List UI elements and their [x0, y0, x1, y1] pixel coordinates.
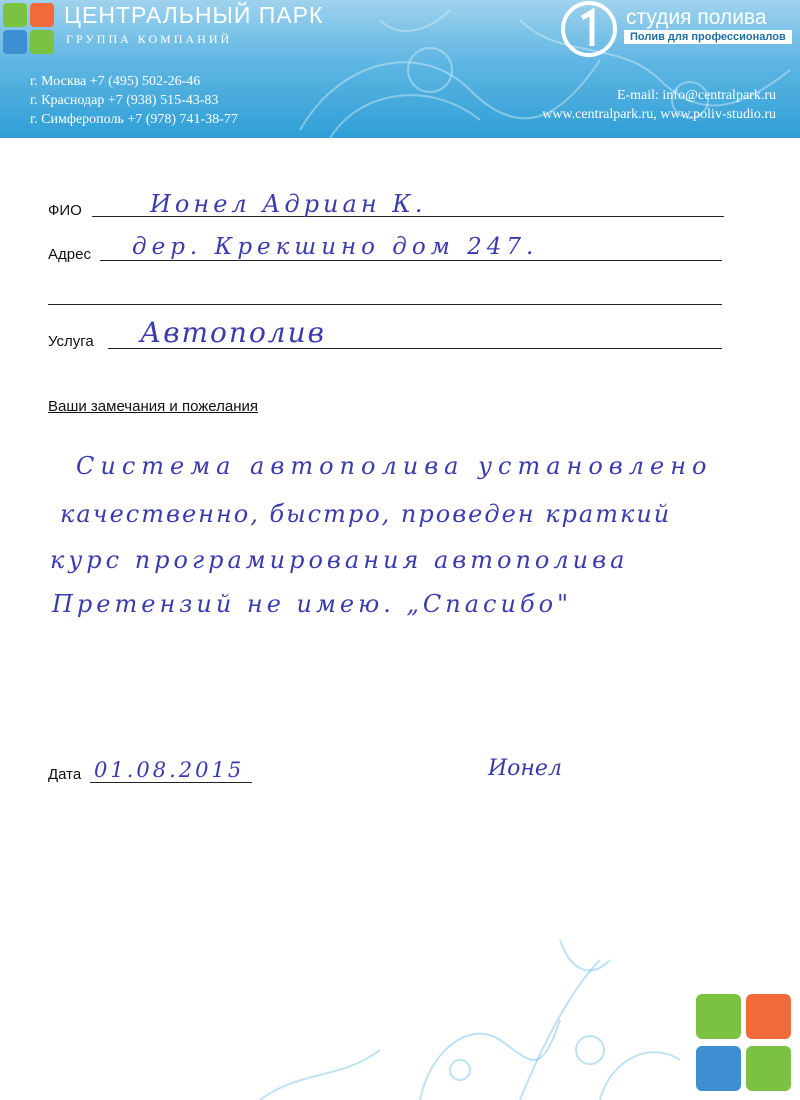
leaf-icon [3, 3, 27, 27]
leaf-icon [746, 994, 791, 1039]
address-line [100, 260, 722, 261]
brand-subtitle: ГРУППА КОМПАНИЙ [66, 32, 233, 46]
date-label: Дата [48, 766, 82, 783]
fio-value: Ионел Адриан К. [150, 190, 427, 218]
leaf-icon [696, 994, 741, 1039]
service-value: Автополив [140, 316, 326, 349]
phone-simferopol: г. Симферополь +7 (978) 741-38-77 [30, 112, 238, 127]
address-value: дер. Крекшино дом 247. [132, 234, 539, 260]
remarks-line-1: Система автополива установлено [76, 452, 713, 480]
bottom-floral-ornament [0, 900, 800, 1100]
flower-icon [30, 30, 54, 54]
remarks-line-2: качественно, быстро, проведен краткий [60, 500, 672, 528]
address-line-2 [48, 304, 722, 305]
contact-phones [30, 72, 238, 129]
central-park-logo [3, 3, 55, 55]
email-text: E-mail: info@centralpark.ru [616, 88, 776, 103]
phone-moscow: г. Москва +7 (495) 502-26-46 [30, 74, 201, 89]
websites-text: www.centralpark.ru, www.poliv-studio.ru [542, 107, 776, 122]
leaf-icon [3, 30, 27, 54]
flower-icon [746, 1046, 791, 1091]
remarks-line-4: Претензий не имею. „Спасибо" [52, 590, 573, 618]
letterhead-banner [0, 0, 800, 138]
remarks-line-3: курс програмирования автополива [50, 546, 629, 574]
leaf-icon [30, 3, 54, 27]
brand-title: ЦЕНТРАЛЬНЫЙ ПАРК [64, 2, 324, 28]
web-contacts [542, 86, 776, 124]
date-line [90, 782, 252, 783]
corner-logo [696, 994, 794, 1094]
date-value: 01.08.2015 [94, 758, 245, 782]
studio-title: студия полива [626, 6, 767, 29]
signature: Ионел [488, 756, 562, 781]
leaf-icon [696, 1046, 741, 1091]
studio-logo-icon [560, 0, 618, 58]
address-label: Адрес [48, 246, 91, 263]
service-label: Услуга [48, 333, 94, 350]
fio-label: ФИО [48, 202, 82, 219]
studio-tagline: Полив для профессионалов [624, 30, 792, 44]
phone-krasnodar: г. Краснодар +7 (938) 515-43-83 [30, 93, 219, 108]
remarks-heading: Ваши замечания и пожелания [48, 398, 259, 415]
